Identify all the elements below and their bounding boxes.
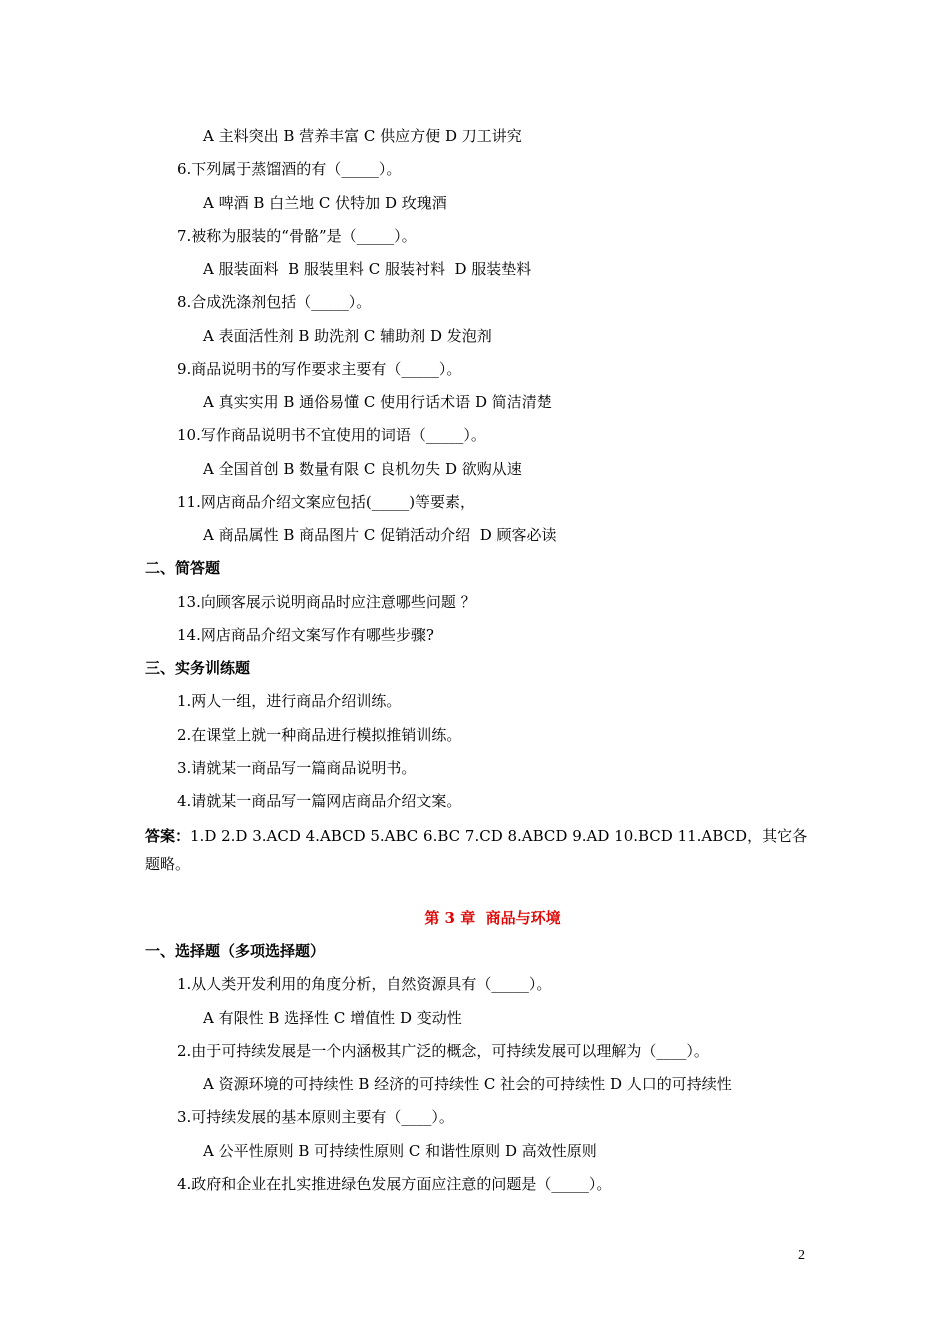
q9-options: A 真实实用 B 通俗易懂 C 使用行话术语 D 简洁清楚 [203, 393, 552, 411]
section-heading-practice: 三、实务训练题 [145, 659, 251, 677]
question-9: 9.商品说明书的写作要求主要有（_____）。 [177, 360, 462, 378]
page-number: 2 [798, 1248, 805, 1263]
question-13: 13.向顾客展示说明商品时应注意哪些问题 ？ [177, 593, 476, 611]
question-8: 8.合成洗涤剂包括（_____）。 [177, 293, 372, 311]
answer-label: 答案： [145, 827, 191, 845]
ch3-q3-options: A 公平性原则 B 可持续性原则 C 和谐性原则 D 高效性原则 [203, 1142, 597, 1160]
ch3-question-1: 1.从人类开发利用的角度分析，自然资源具有（_____）。 [177, 975, 552, 993]
practice-item: 1.两人一组，进行商品介绍训练。 [177, 692, 402, 710]
ch3-q2-options: A 资源环境的可持续性 B 经济的可持续性 C 社会的可持续性 D 人口的可持续性 [203, 1075, 732, 1093]
section-heading-short-answer: 二、简答题 [145, 559, 221, 577]
practice-item: 2.在课堂上就一种商品进行模拟推销训练。 [177, 726, 462, 744]
q5-options: A 主料突出 B 营养丰富 C 供应方便 D 刀工讲究 [203, 127, 522, 145]
q6-options: A 啤酒 B 白兰地 C 伏特加 D 玫瑰酒 [203, 194, 447, 212]
q10-options: A 全国首创 B 数量有限 C 良机勿失 D 欲购从速 [203, 460, 522, 478]
section-heading-choice: 一、选择题（多项选择题） [145, 942, 326, 960]
question-7: 7.被称为服装的“骨骼”是（_____）。 [177, 227, 417, 245]
q7-options: A 服装面料 B 服装里料 C 服装衬料 D 服装垫料 [203, 260, 532, 278]
chapter-title: 第 3 章 商品与环境 [424, 909, 561, 927]
question-14: 14.网店商品介绍文案写作有哪些步骤? [177, 626, 434, 644]
q8-options: A 表面活性剂 B 助洗剂 C 辅助剂 D 发泡剂 [203, 327, 492, 345]
ch3-question-4: 4.政府和企业在扎实推进绿色发展方面应注意的问题是（_____）。 [177, 1175, 612, 1193]
question-11: 11.网店商品介绍文案应包括(_____)等要素， [177, 493, 476, 511]
ch3-question-2: 2.由于可持续发展是一个内涵极其广泛的概念，可持续发展可以理解为（____）。 [177, 1042, 709, 1060]
q11-options: A 商品属性 B 商品图片 C 促销活动介绍 D 顾客必读 [203, 526, 557, 544]
ch3-question-3: 3.可持续发展的基本原则主要有（____）。 [177, 1108, 454, 1126]
practice-item: 3.请就某一商品写一篇商品说明书。 [177, 759, 417, 777]
practice-item: 4.请就某一商品写一篇网店商品介绍文案。 [177, 792, 462, 810]
question-10: 10.写作商品说明书不宜使用的词语（_____）。 [177, 426, 486, 444]
answer-paragraph [145, 822, 810, 878]
ch3-q1-options: A 有限性 B 选择性 C 增值性 D 变动性 [203, 1009, 462, 1027]
answer-text: 1.D 2.D 3.ACD 4.ABCD 5.ABC 6.BC 7.CD 8.ABCD 9.AD 10.BCD 11.ABCD，其它各题略。 [145, 827, 808, 873]
question-6: 6.下列属于蒸馏酒的有（_____）。 [177, 160, 402, 178]
